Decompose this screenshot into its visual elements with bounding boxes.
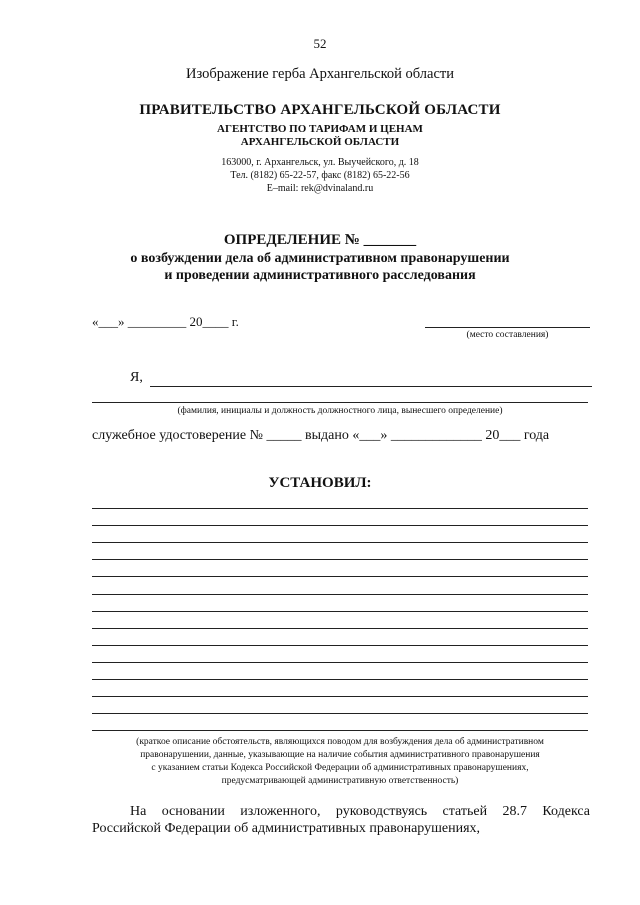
description-caption-line4: предусматривающей административную ответственность) [221,776,459,786]
document-title: ОПРЕДЕЛЕНИЕ № _______ [223,232,417,248]
ruled-line [92,645,588,646]
established-heading: УСТАНОВИЛ: [268,475,372,491]
ruled-line [92,730,588,731]
description-caption-line3: с указанием статьи Кодекса Российской Федерации об административных правонарушениях, [151,763,529,773]
description-caption-line1: (краткое описание обстоятельств, являющихся поводом для возбуждения дела об административном [136,737,544,747]
document-subtitle-line1: о возбуждении дела об административном правонарушении [130,251,510,266]
official-field-line [150,386,592,387]
ruled-line [92,508,588,509]
ruled-line [92,713,588,714]
emblem-placeholder: Изображение герба Архангельской области [185,66,455,82]
official-field-line-2 [92,402,588,403]
ruled-line [92,525,588,526]
email: E–mail: rek@dvinaland.ru [266,183,374,194]
ruled-line [92,611,588,612]
agency-name-line2: АРХАНГЕЛЬСКОЙ ОБЛАСТИ [240,136,400,148]
description-caption-line2: правонарушении, данные, указывающие на наличие события административного правонарушения [140,750,540,760]
phone-fax: Тел. (8182) 65-22-57, факс (8182) 65-22-56 [230,170,410,181]
ruled-line [92,594,588,595]
agency-name-line1: АГЕНТСТВО ПО ТАРИФАМ И ЦЕНАМ [217,123,423,135]
official-caption: (фамилия, инициалы и должность должностного лица, вынесшего определение) [177,406,503,416]
paragraph-line2: Российской Федерации об административных правонарушениях, [92,821,481,836]
page-number: 52 [313,36,327,51]
address: 163000, г. Архангельск, ул. Выучейского, д. 18 [221,157,419,168]
date-line: «___» _________ 20____ г. [92,314,239,329]
ruled-line [92,696,588,697]
document-subtitle-line2: и проведении административного расследования [164,268,476,283]
place-field-line [425,327,590,328]
government-name: ПРАВИТЕЛЬСТВО АРХАНГЕЛЬСКОЙ ОБЛАСТИ [139,102,501,118]
certificate-line: служебное удостоверение № _____ выдано «___» _____________ 20___ года [92,428,550,443]
ruled-line [92,576,588,577]
ruled-line [92,628,588,629]
ruled-line [92,559,588,560]
paragraph-line1: На основании изложенного, руководствуясь статьей 28.7 Кодекса [130,804,590,819]
ruled-line [92,679,588,680]
ya-label: Я, [130,370,143,385]
ruled-line [92,542,588,543]
place-caption: (место составления) [466,330,549,340]
ruled-line [92,662,588,663]
